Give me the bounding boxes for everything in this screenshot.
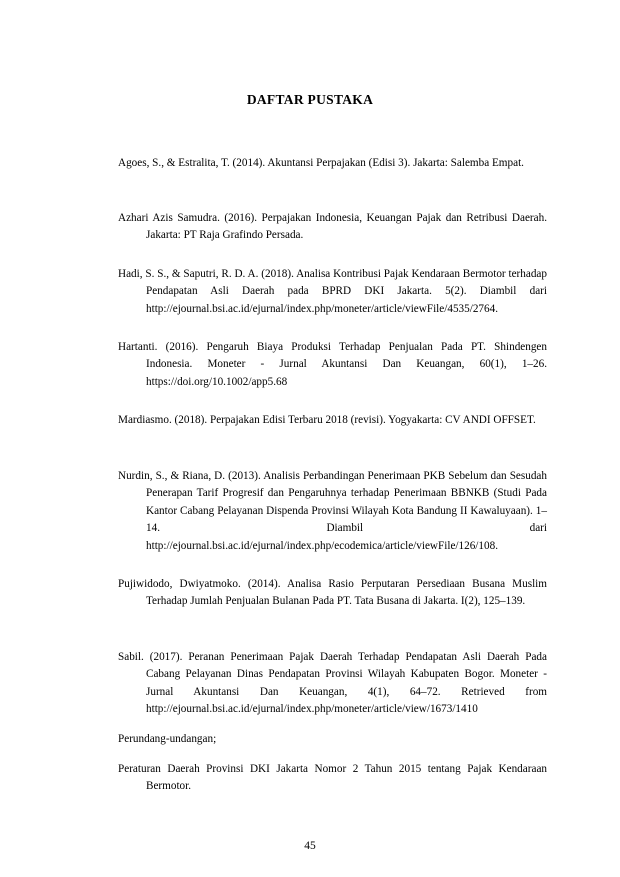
reference-entry: Agoes, S., & Estralita, T. (2014). Akuntansi Perpajakan (Edisi 3). Jakarta: Salemba Empat.	[118, 157, 524, 169]
reference-entry: Hadi, S. S., & Saputri, R. D. A. (2018). Analisa Kontribusi Pajak Kendaraan Bermotor terhadap Pendapatan Asli Daerah pada BPRD DKI Jakarta. 5(2). Diambil dari http://ejournal.bsi.ac.id/ejurnal/index.php/moneter/article/viewFile/4535/2764.	[118, 268, 547, 315]
reference-entry: Pujiwidodo, Dwiyatmoko. (2014). Analisa Rasio Perputaran Persediaan Busana Muslim Terhadap Jumlah Penjualan Bulanan Pada PT. Tata Busana di Jakarta. I(2), 125–139.	[118, 578, 547, 608]
page-title: DAFTAR PUSTAKA	[246, 92, 374, 107]
reference-entry: Nurdin, S., & Riana, D. (2013). Analisis Perbandingan Penerimaan PKB Sebelum dan Sesudah Penerapan Tarif Progresif dan Pengaruhnya terhadap Penerimaan BBNKB (Studi Pada Kantor Cabang Pelayanan Dispenda Provinsi Wilayah Kota Bandung II Kawaluyaan). 1–14. Diambil dari http://ejournal.bsi.ac.id/ejurnal/index.php/ecodemica/article/viewFile/126/108.	[118, 470, 547, 552]
reference-entry: Hartanti. (2016). Pengaruh Biaya Produksi Terhadap Penjualan Pada PT. Shindengen Indonesia. Moneter - Jurnal Akuntansi Dan Keuangan, 60(1), 1–26. https://doi.org/10.1002/app5.68	[118, 341, 547, 388]
section-label: Perundang-undangan;	[118, 733, 217, 745]
reference-entry: Azhari Azis Samudra. (2016). Perpajakan Indonesia, Keuangan Pajak dan Retribusi Daerah. Jakarta: PT Raja Grafindo Persada.	[118, 212, 547, 242]
reference-entry: Mardiasmo. (2018). Perpajakan Edisi Terbaru 2018 (revisi). Yogyakarta: CV ANDI OFFSET.	[118, 414, 536, 426]
page-number: 45	[304, 840, 316, 852]
regulation-entry: Peraturan Daerah Provinsi DKI Jakarta Nomor 2 Tahun 2015 tentang Pajak Kendaraan Bermotor.	[118, 763, 547, 793]
reference-entry: Sabil. (2017). Peranan Penerimaan Pajak Daerah Terhadap Pendapatan Asli Daerah Pada Cabang Pelayanan Dinas Pendapatan Provinsi Wilayah Kabupaten Bogor. Moneter - Jurnal Akuntansi Dan Keuangan, 4(1), 64–72. Retrieved from http://ejournal.bsi.ac.id/ejurnal/index.php/moneter/article/view/1673/1410	[118, 651, 547, 716]
